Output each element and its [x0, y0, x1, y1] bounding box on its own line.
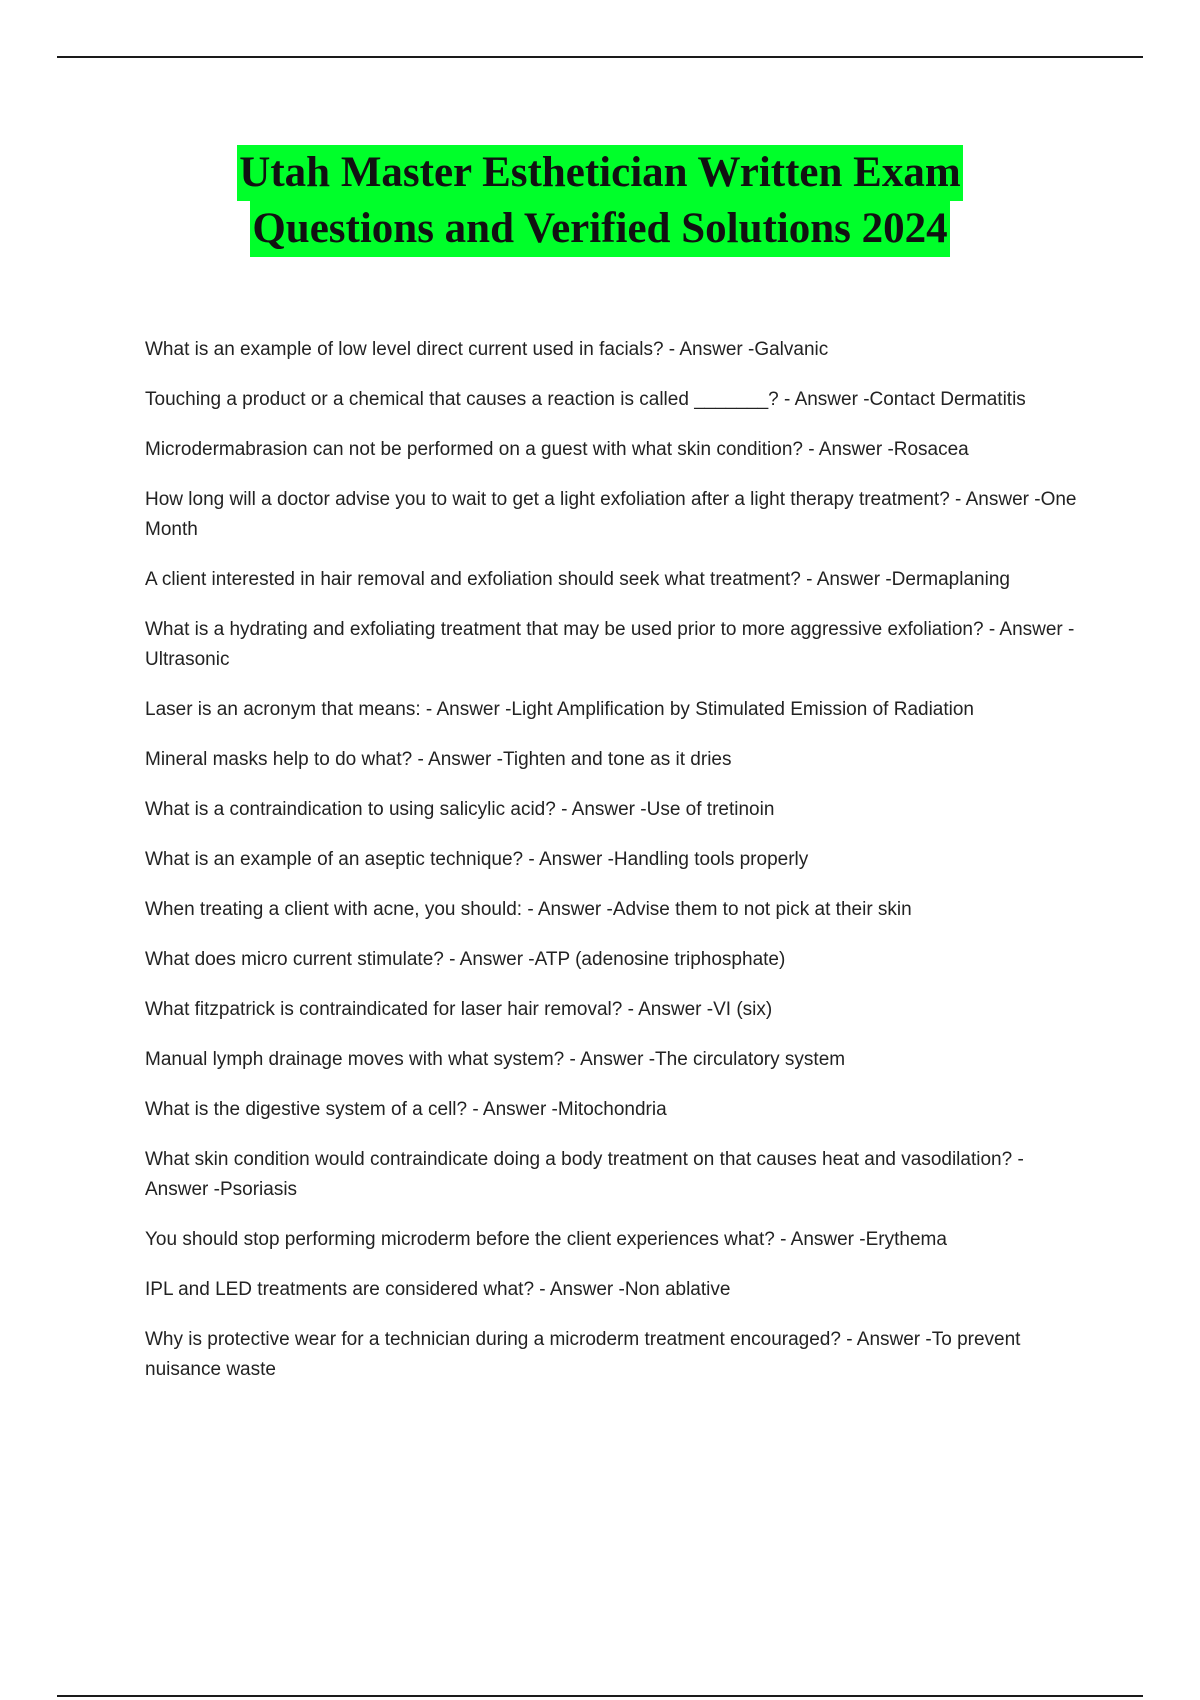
qa-item: Laser is an acronym that means: - Answer -Light Amplification by Stimulated Emission of Radiation [145, 699, 974, 720]
qa-item: Microdermabrasion can not be performed on a guest with what skin condition? - Answer -Rosacea [145, 439, 969, 460]
qa-item: What is a contraindication to using salicylic acid? - Answer -Use of tretinoin [145, 799, 775, 820]
qa-item: What does micro current stimulate? - Answer -ATP (adenosine triphosphate) [145, 949, 786, 970]
qa-item: What skin condition would contraindicate doing a body treatment on that causes heat and vasodilation? - Answer -Psoriasis [145, 1149, 1024, 1200]
qa-item: What is an example of low level direct current used in facials? - Answer -Galvanic [145, 339, 829, 360]
qa-item: A client interested in hair removal and exfoliation should seek what treatment? - Answer -Dermaplaning [145, 569, 1010, 590]
title-line-1: Utah Master Esthetician Written Exam [237, 145, 962, 201]
qa-item: Mineral masks help to do what? - Answer -Tighten and tone as it dries [145, 749, 732, 770]
qa-item: Touching a product or a chemical that causes a reaction is called _______? - Answer -Contact Dermatitis [145, 389, 1026, 410]
qa-item: What is an example of an aseptic technique? - Answer -Handling tools properly [145, 849, 809, 870]
qa-item: What is a hydrating and exfoliating treatment that may be used prior to more aggressive exfoliation? - Answer -Ultrasonic [145, 619, 1075, 670]
qa-item: What fitzpatrick is contraindicated for laser hair removal? - Answer -VI (six) [145, 999, 773, 1020]
qa-item: When treating a client with acne, you should: - Answer -Advise them to not pick at their skin [145, 899, 912, 920]
qa-item: Manual lymph drainage moves with what system? - Answer -The circulatory system [145, 1049, 846, 1070]
bottom-rule [57, 1695, 1143, 1697]
title-line-2: Questions and Verified Solutions 2024 [250, 201, 949, 257]
page-title [0, 145, 1200, 257]
top-rule [57, 56, 1143, 58]
qa-item: How long will a doctor advise you to wait to get a light exfoliation after a light therapy treatment? - Answer -One Month [145, 489, 1077, 540]
qa-item: You should stop performing microderm before the client experiences what? - Answer -Erythema [145, 1229, 947, 1250]
qa-list [145, 335, 1090, 1405]
qa-item: IPL and LED treatments are considered what? - Answer -Non ablative [145, 1279, 731, 1300]
qa-item: What is the digestive system of a cell? - Answer -Mitochondria [145, 1099, 667, 1120]
qa-item: Why is protective wear for a technician during a microderm treatment encouraged? - Answer -To prevent nuisance waste [145, 1329, 1021, 1380]
